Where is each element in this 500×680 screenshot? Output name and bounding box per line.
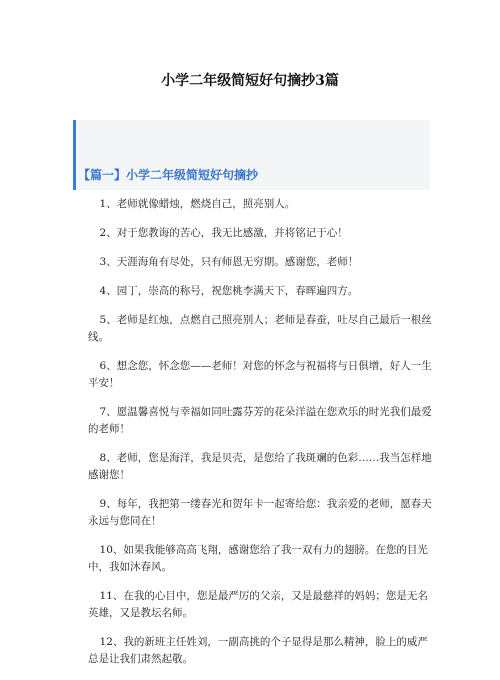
list-item: 8、老师，您是海洋，我是贝壳，是您给了我斑斓的色彩……我当怎样地感谢您！	[88, 452, 432, 481]
list-item: 12、我的新班主任姓刘，一副高挑的个子显得是那么精神，脸上的威严总是让我们肃然起敬。	[88, 636, 428, 665]
list-item: 4、园丁，崇高的称号，祝您桃李满天下，春晖遍四方。	[99, 285, 359, 297]
sentence-list	[88, 196, 438, 680]
list-item: 6、想念您，怀念您——老师！对您的怀念与祝福将与日俱增，好人一生平安！	[88, 360, 432, 389]
list-item: 9、每年，我把第一缕春光和贺年卡一起寄给您：我亲爱的老师，愿春天永远与您同在！	[88, 498, 432, 527]
list-item: 11、在我的心目中，您是最严厉的父亲，又是最慈祥的妈妈；您是无名英雄，又是教坛名师。	[88, 590, 428, 619]
list-item: 3、天涯海角有尽处，只有师恩无穷期。感谢您，老师！	[99, 256, 359, 268]
list-item: 7、愿温馨喜悦与幸福如同吐露芬芳的花朵洋溢在您欢乐的时光我们最爱的老师！	[88, 406, 432, 435]
section-heading: 【篇一】小学二年级简短好句摘抄	[78, 168, 259, 182]
list-item: 1、老师就像蜡烛，燃烧自己，照亮别人。	[99, 198, 296, 210]
list-item: 5、老师是红烛，点燃自己照亮别人；老师是春蚕，吐尽自己最后一根丝线。	[88, 314, 432, 343]
list-item: 2、对于您教诲的苦心，我无比感激，并将铭记于心！	[99, 227, 348, 239]
document-title: 小学二年级简短好句摘抄3篇	[161, 73, 339, 89]
list-item: 10、如果我能够高高飞翔，感谢您给了我一双有力的翅膀。在您的目光中，我如沐春风。	[88, 544, 428, 573]
